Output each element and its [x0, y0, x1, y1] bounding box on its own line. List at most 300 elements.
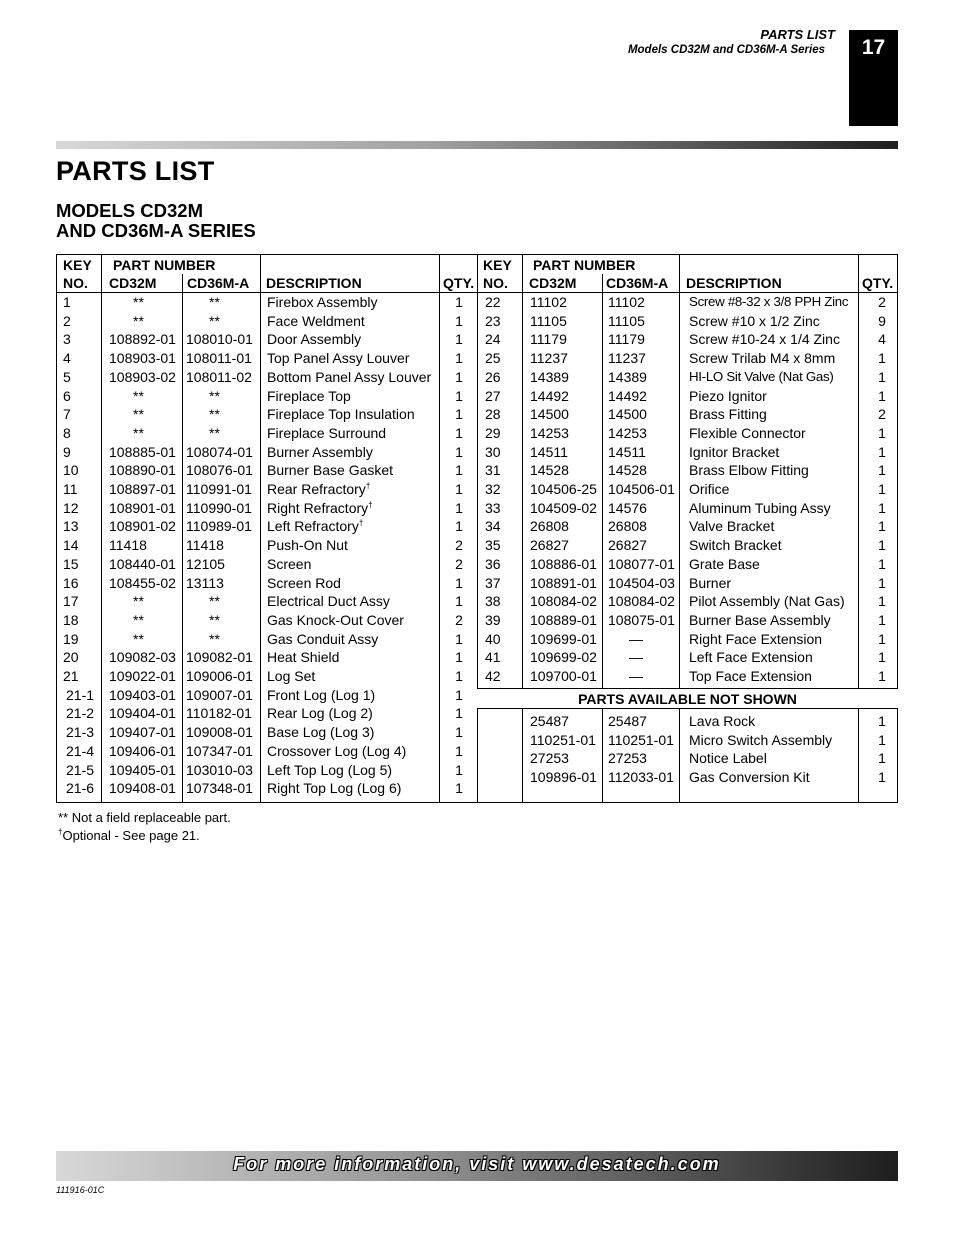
part-cd32m: 26827 — [530, 537, 569, 554]
qty: 1 — [455, 761, 463, 778]
part-cd36m: 25487 — [608, 713, 647, 729]
part-cd36m: 108077-01 — [608, 555, 675, 572]
header-cd36m: CD36M-A — [606, 275, 669, 291]
table-row — [57, 481, 477, 500]
description: Gas Conversion Kit — [689, 769, 810, 786]
description-text: Crossover Log (Log 4) — [267, 742, 407, 759]
qty: 1 — [455, 742, 463, 759]
models-heading-line1: MODELS CD32M — [56, 200, 203, 221]
header-qty: QTY. — [862, 275, 894, 291]
table-row — [57, 369, 477, 388]
description — [267, 743, 406, 759]
table-row — [57, 331, 477, 350]
header-gradient-rule — [56, 141, 898, 149]
part-cd36m: 108076-01 — [186, 462, 253, 479]
part-cd32m: ** — [133, 611, 144, 628]
part-cd36m: ** — [209, 611, 220, 628]
description — [267, 724, 374, 740]
part-cd36m: 11418 — [186, 537, 224, 554]
table-row — [477, 750, 898, 769]
qty: 1 — [878, 518, 886, 535]
qty: 1 — [455, 312, 463, 329]
part-cd32m: 108901-01 — [109, 499, 176, 516]
description-text: Front Log (Log 1) — [267, 686, 376, 703]
header-qty: QTY. — [443, 275, 475, 291]
qty: 1 — [878, 555, 886, 572]
part-cd32m: 14253 — [530, 424, 569, 441]
part-cd32m: 26808 — [530, 518, 569, 535]
description — [267, 612, 404, 628]
dagger-mark: † — [365, 481, 371, 491]
qty: 1 — [455, 518, 463, 535]
description: Lava Rock — [689, 713, 756, 729]
key-no: 21-2 — [66, 705, 95, 722]
qty: 1 — [878, 424, 886, 441]
description-text: Bottom Panel Assy Louver — [267, 368, 432, 385]
qty: 1 — [455, 443, 463, 460]
key-no: 40 — [485, 630, 501, 647]
table-row — [57, 668, 477, 687]
key-no: 26 — [485, 368, 501, 385]
part-cd32m: 108891-01 — [530, 574, 597, 591]
qty: 1 — [878, 481, 886, 497]
key-no: 18 — [63, 611, 79, 628]
description — [267, 425, 386, 441]
part-cd32m: 108084-02 — [530, 593, 597, 610]
part-cd36m: 112033-01 — [608, 769, 674, 786]
qty: 1 — [455, 331, 463, 348]
key-no: 38 — [485, 593, 501, 610]
key-no: 8 — [63, 424, 71, 441]
part-cd36m: 14576 — [608, 499, 647, 516]
part-cd36m: ** — [209, 387, 220, 404]
part-cd36m: ** — [209, 424, 220, 441]
table-row — [477, 294, 898, 313]
key-no: 25 — [485, 350, 501, 367]
description-text: Screen — [267, 555, 312, 572]
key-no: 10 — [63, 462, 79, 479]
qty: 9 — [878, 312, 886, 329]
part-cd36m: 14528 — [608, 462, 647, 479]
part-cd36m: ** — [209, 593, 220, 610]
qty: 1 — [878, 713, 886, 729]
description: Top Face Extension — [689, 668, 812, 684]
qty: 1 — [878, 611, 886, 628]
part-cd32m: 11237 — [530, 350, 568, 367]
table-row — [477, 713, 898, 732]
part-cd32m: 108903-02 — [109, 368, 176, 385]
part-cd36m: 110251-01 — [608, 731, 674, 748]
description-text: Gas Knock-Out Cover — [267, 611, 404, 628]
description — [267, 668, 315, 684]
header-row-divider — [477, 292, 898, 293]
key-no: 21-1 — [66, 686, 95, 703]
part-cd32m: 109700-01 — [530, 668, 597, 684]
part-cd36m: 108084-02 — [608, 593, 675, 610]
part-cd36m: 14389 — [608, 368, 647, 385]
description-text: Fireplace Top — [267, 387, 351, 404]
part-cd36m: 108075-01 — [608, 611, 675, 628]
description: Micro Switch Assembly — [689, 731, 833, 748]
key-no: 28 — [485, 406, 501, 423]
table-row — [57, 649, 477, 668]
description: HI-LO Sit Valve (Nat Gas) — [689, 368, 834, 384]
qty: 1 — [878, 668, 886, 684]
key-no: 23 — [485, 312, 501, 329]
table-row — [57, 724, 477, 743]
table-row — [57, 631, 477, 650]
description — [267, 350, 409, 366]
part-cd36m: 11179 — [608, 331, 645, 348]
part-cd32m: 11418 — [109, 537, 147, 554]
table-row — [57, 500, 477, 519]
qty: 1 — [455, 630, 463, 647]
part-cd32m: 109408-01 — [109, 780, 176, 797]
key-no: 9 — [63, 443, 71, 460]
header-cd32m: CD32M — [109, 275, 157, 291]
description-text: Electrical Duct Assy — [267, 593, 390, 610]
part-cd32m: 14528 — [530, 462, 569, 479]
part-cd32m: ** — [133, 593, 144, 610]
qty: 1 — [878, 574, 886, 591]
header-part-number: PART NUMBER — [113, 257, 216, 273]
key-no: 21-5 — [66, 761, 95, 778]
qty: 1 — [878, 630, 886, 647]
description: Screw Trilab M4 x 8mm — [689, 350, 836, 367]
part-cd32m: 11102 — [530, 294, 567, 310]
part-cd32m: 108903-01 — [109, 350, 176, 367]
page-number: 17 — [861, 36, 886, 59]
part-cd36m: 26827 — [608, 537, 647, 554]
table-row — [477, 769, 898, 788]
table-row — [57, 687, 477, 706]
description — [267, 444, 373, 460]
part-cd36m: 104504-03 — [608, 574, 675, 591]
part-cd36m: 11102 — [608, 294, 645, 310]
key-no: 21-3 — [66, 724, 95, 741]
part-cd36m: ** — [209, 312, 220, 329]
description — [267, 631, 378, 647]
part-cd32m: 108455-02 — [109, 574, 176, 591]
table-row — [477, 444, 898, 463]
part-cd36m: 104506-01 — [608, 481, 675, 497]
table-row — [57, 518, 477, 537]
key-no: 27 — [485, 387, 501, 404]
description-text: Left Refractory — [267, 518, 359, 535]
table-row — [477, 612, 898, 631]
description: Burner Base Assembly — [689, 611, 831, 628]
key-no: 22 — [485, 294, 501, 310]
description — [267, 481, 370, 497]
part-cd32m: 108889-01 — [530, 611, 597, 628]
table-row — [57, 705, 477, 724]
table-row — [477, 537, 898, 556]
footer-info-text: For more information, visit www.desatech.com — [233, 1154, 721, 1174]
table-row — [477, 369, 898, 388]
description-text: Log Set — [267, 668, 316, 684]
part-cd32m: ** — [133, 630, 144, 647]
table-row — [57, 388, 477, 407]
qty: 1 — [455, 686, 463, 703]
table-row — [57, 444, 477, 463]
description — [267, 500, 373, 516]
part-cd36m: 11237 — [608, 350, 646, 367]
description — [267, 462, 393, 478]
key-no: 13 — [63, 518, 79, 535]
qty: 1 — [878, 499, 886, 516]
part-cd36m: — — [629, 649, 643, 666]
table-row — [477, 350, 898, 369]
part-cd32m: ** — [133, 406, 144, 423]
part-cd32m: 109699-02 — [530, 649, 597, 666]
header-key: KEY — [63, 257, 92, 273]
qty: 1 — [878, 443, 886, 460]
qty: 4 — [878, 331, 886, 348]
description: Screw #10-24 x 1/4 Zinc — [689, 331, 840, 348]
part-cd32m: 110251-01 — [530, 731, 596, 748]
description-text: Face Weldment — [267, 312, 365, 329]
part-cd32m: 14389 — [530, 368, 569, 385]
table-row — [477, 556, 898, 575]
description — [267, 369, 431, 385]
part-cd36m: 109082-01 — [186, 649, 253, 666]
table-row — [477, 331, 898, 350]
qty: 2 — [878, 294, 886, 310]
key-no: 7 — [63, 406, 71, 423]
key-no: 4 — [63, 350, 71, 367]
part-cd36m: ** — [209, 294, 220, 310]
description: Left Face Extension — [689, 649, 813, 666]
part-cd36m: 109006-01 — [186, 668, 253, 684]
description — [267, 518, 363, 534]
part-cd36m: 108074-01 — [186, 443, 253, 460]
qty: 1 — [455, 780, 463, 797]
description — [267, 649, 339, 665]
key-no: 41 — [485, 649, 501, 666]
part-cd36m: 11105 — [608, 312, 645, 329]
table-row — [57, 612, 477, 631]
part-cd36m: 110182-01 — [186, 705, 252, 722]
description: Aluminum Tubing Assy — [689, 499, 831, 516]
description: Screw #8-32 x 3/8 PPH Zinc — [689, 294, 849, 309]
description: Brass Elbow Fitting — [689, 462, 809, 479]
part-cd36m: 110991-01 — [186, 481, 252, 497]
key-no: 2 — [63, 312, 71, 329]
part-cd32m: 109896-01 — [530, 769, 597, 786]
part-cd32m: 108901-02 — [109, 518, 176, 535]
part-cd32m: 14500 — [530, 406, 569, 423]
description-text: Rear Log (Log 2) — [267, 705, 373, 722]
part-cd32m: 108890-01 — [109, 462, 176, 479]
part-cd32m: 109406-01 — [109, 742, 176, 759]
part-cd36m: 108011-01 — [186, 350, 252, 367]
footnote-optional — [58, 828, 200, 843]
header-key: KEY — [483, 257, 512, 273]
key-no: 34 — [485, 518, 501, 535]
table-row — [57, 537, 477, 556]
qty: 1 — [455, 649, 463, 666]
description-text: Push-On Nut — [267, 537, 348, 554]
description — [267, 705, 373, 721]
table-row — [477, 425, 898, 444]
part-cd36m: 110990-01 — [186, 499, 252, 516]
description — [267, 593, 390, 609]
part-cd32m: ** — [133, 424, 144, 441]
qty: 1 — [878, 769, 886, 786]
description: Switch Bracket — [689, 537, 782, 554]
qty: 1 — [878, 731, 886, 748]
table-row — [57, 462, 477, 481]
key-no: 1 — [63, 294, 71, 310]
page-title: PARTS LIST — [56, 156, 215, 186]
description — [267, 687, 375, 703]
part-cd36m: 107347-01 — [186, 742, 253, 759]
table-row — [477, 631, 898, 650]
description-text: Top Panel Assy Louver — [267, 350, 410, 367]
description — [267, 762, 392, 778]
key-no: 21 — [63, 668, 79, 684]
table-row — [477, 668, 898, 687]
part-cd32m: 11105 — [530, 312, 567, 329]
part-cd32m: 108892-01 — [109, 331, 176, 348]
part-cd32m: 25487 — [530, 713, 569, 729]
description-text: Right Top Log (Log 6) — [267, 780, 402, 797]
dagger-mark: † — [358, 518, 364, 528]
key-no: 32 — [485, 481, 501, 497]
part-cd32m: 109405-01 — [109, 761, 176, 778]
description — [267, 331, 361, 347]
description: Grate Base — [689, 555, 760, 572]
part-cd36m: 110989-01 — [186, 518, 252, 535]
key-no: 21-6 — [66, 780, 95, 797]
part-cd36m: 107348-01 — [186, 780, 253, 797]
header-no: NO. — [63, 275, 88, 291]
key-no: 11 — [63, 481, 78, 497]
key-no: 42 — [485, 668, 501, 684]
key-no: 37 — [485, 574, 501, 591]
part-cd36m: 27253 — [608, 750, 647, 767]
table-row — [57, 575, 477, 594]
description-text: Fireplace Surround — [267, 424, 387, 441]
document-code: 111916-01C — [56, 1185, 105, 1195]
part-cd32m: 108885-01 — [109, 443, 176, 460]
key-no: 17 — [63, 593, 79, 610]
qty: 1 — [878, 462, 886, 479]
part-cd32m: 104506-25 — [530, 481, 597, 497]
key-no: 12 — [63, 499, 79, 516]
models-heading-line2: AND CD36M-A SERIES — [56, 220, 256, 241]
qty: 1 — [878, 368, 886, 385]
qty: 1 — [455, 593, 463, 610]
qty: 2 — [878, 406, 886, 423]
description: Pilot Assembly (Nat Gas) — [689, 593, 845, 610]
part-cd32m: ** — [133, 294, 144, 310]
key-no: 16 — [63, 574, 79, 591]
page-number-badge — [849, 30, 898, 126]
part-cd32m: 108897-01 — [109, 481, 176, 497]
description — [267, 313, 365, 329]
qty: 1 — [455, 499, 463, 516]
key-no: 5 — [63, 368, 71, 385]
dagger-mark: † — [368, 500, 373, 510]
part-cd32m: 109403-01 — [109, 686, 176, 703]
description-text: Rear Refractory — [267, 481, 366, 497]
qty: 2 — [455, 537, 463, 554]
table-row — [477, 388, 898, 407]
qty: 2 — [455, 555, 463, 572]
table-row — [57, 406, 477, 425]
part-cd36m: 103010-03 — [186, 761, 253, 778]
qty: 1 — [878, 593, 886, 610]
part-cd36m: ** — [209, 406, 220, 423]
description — [267, 780, 401, 796]
description — [267, 406, 415, 422]
dagger-mark: † — [58, 827, 63, 837]
part-cd32m: 109022-01 — [109, 668, 176, 684]
table-row — [57, 556, 477, 575]
qty: 2 — [455, 611, 463, 628]
header-no: NO. — [483, 275, 508, 291]
table-row — [477, 462, 898, 481]
key-no: 19 — [63, 630, 79, 647]
part-cd36m: 14511 — [608, 443, 646, 460]
key-no: 31 — [485, 462, 501, 479]
header-cd36m: CD36M-A — [187, 275, 250, 291]
qty: 1 — [878, 750, 886, 767]
table-row — [477, 649, 898, 668]
table-row — [57, 762, 477, 781]
header-part-number: PART NUMBER — [533, 257, 636, 273]
part-cd36m: 108010-01 — [186, 331, 253, 348]
part-cd32m: 14492 — [530, 387, 569, 404]
part-cd36m: — — [629, 668, 643, 684]
part-cd32m: 109407-01 — [109, 724, 176, 741]
qty: 1 — [455, 574, 463, 591]
table-row — [477, 500, 898, 519]
description-text: Fireplace Top Insulation — [267, 406, 415, 423]
key-no: 29 — [485, 424, 501, 441]
description — [267, 388, 351, 404]
footnote-not-replaceable: ** Not a field replaceable part. — [58, 810, 231, 825]
description-text: Door Assembly — [267, 331, 362, 348]
description-text: Burner Base Gasket — [267, 462, 394, 479]
qty: 1 — [455, 350, 463, 367]
description — [267, 294, 377, 310]
part-cd36m: 14500 — [608, 406, 647, 423]
parts-table — [56, 254, 898, 803]
table-row — [477, 575, 898, 594]
qty: 1 — [455, 705, 463, 722]
key-no: 20 — [63, 649, 79, 666]
key-no: 6 — [63, 387, 71, 404]
part-cd32m: 109082-03 — [109, 649, 176, 666]
description — [267, 537, 348, 553]
table-row — [57, 593, 477, 612]
key-no: 39 — [485, 611, 501, 628]
description: Piezo Ignitor — [689, 387, 767, 404]
qty: 1 — [455, 724, 463, 741]
description: Flexible Connector — [689, 424, 806, 441]
header-description: DESCRIPTION — [686, 275, 782, 291]
part-cd32m: 108440-01 — [109, 555, 176, 572]
description: Notice Label — [689, 750, 767, 767]
qty: 1 — [455, 668, 463, 684]
table-row — [57, 313, 477, 332]
footnote-optional-text: Optional - See page 21. — [62, 828, 200, 843]
key-no: 3 — [63, 331, 71, 348]
description-text: Heat Shield — [267, 649, 340, 666]
description: Right Face Extension — [689, 630, 823, 647]
